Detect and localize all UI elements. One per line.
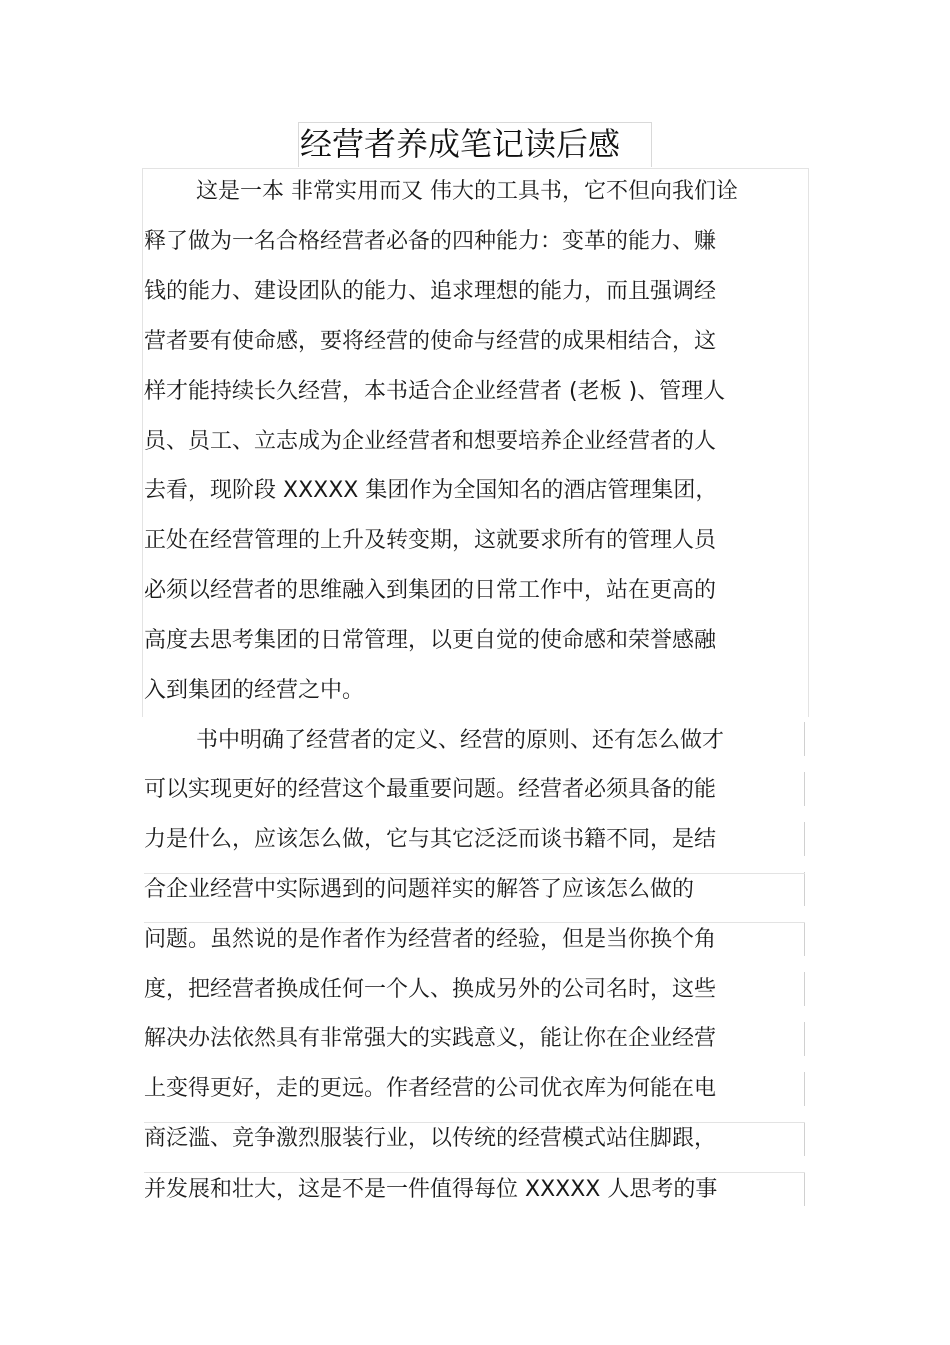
body-line-15: 合企业经营中实际遇到的问题祥实的解答了应该怎么做的 <box>144 877 695 902</box>
body-line-21: 并发展和壮大，这是不是一件值得每位 XXXXX 人思考的事 <box>144 1177 718 1202</box>
body-line-20: 商泛滥、竞争激烈服装行业，以传统的经营模式站住脚跟， <box>144 1126 717 1151</box>
row-divider-1 <box>144 873 805 874</box>
row-divider-2 <box>144 922 805 923</box>
row-divider-4 <box>144 1172 805 1173</box>
margin-rule-6 <box>804 972 805 1006</box>
body-line-8: 正处在经营管理的上升及转变期，这就要求所有的管理人员 <box>144 528 717 553</box>
margin-rule-5 <box>804 922 805 956</box>
body-line-11: 入到集团的经营之中。 <box>144 678 365 703</box>
margin-rule-7 <box>804 1022 805 1056</box>
margin-rule-1 <box>804 722 805 756</box>
margin-rule-10 <box>804 1172 805 1206</box>
document-title: 经营者养成笔记读后感 <box>300 125 621 163</box>
body-line-18: 解决办法依然具有非常强大的实践意义，能让你在企业经营 <box>144 1026 717 1051</box>
body-line-6: 员、员工、立志成为企业经营者和想要培养企业经营者的人 <box>144 429 717 454</box>
body-line-9: 必须以经营者的思维融入到集团的日常工作中，站在更高的 <box>144 578 717 603</box>
body-line-14: 力是什么，应该怎么做，它与其它泛泛而谈书籍不同，是结 <box>144 827 717 852</box>
body-line-13: 可以实现更好的经营这个最重要问题。经营者必须具备的能 <box>144 777 717 802</box>
margin-rule-4 <box>804 872 805 906</box>
margin-rule-8 <box>804 1072 805 1106</box>
body-line-3: 钱的能力、建设团队的能力、追求理想的能力，而且强调经 <box>144 279 717 304</box>
margin-rule-3 <box>804 822 805 856</box>
body-line-16: 问题。虽然说的是作者作为经营者的经验，但是当你换个角 <box>144 927 717 952</box>
body-line-5: 样才能持续长久经营，本书适合企业经营者 (老板 )、管理人 <box>144 379 726 404</box>
body-line-1: 这是一本 非常实用而又 伟大的工具书，它不但向我们诠 <box>196 179 738 204</box>
body-line-7: 去看，现阶段 XXXXX 集团作为全国知名的酒店管理集团， <box>144 478 718 503</box>
body-line-17: 度，把经营者换成任何一个人、换成另外的公司名时，这些 <box>144 977 717 1002</box>
body-line-12: 书中明确了经营者的定义、经营的原则、还有怎么做才 <box>196 728 725 753</box>
body-line-4: 营者要有使命感，要将经营的使命与经营的成果相结合，这 <box>144 329 717 354</box>
margin-rule-2 <box>804 772 805 806</box>
body-line-19: 上变得更好，走的更远。作者经营的公司优衣库为何能在电 <box>144 1076 717 1101</box>
body-line-2: 释了做为一名合格经营者必备的四种能力：变革的能力、赚 <box>144 229 717 254</box>
row-divider-3 <box>144 1122 805 1123</box>
body-line-10: 高度去思考集团的日常管理，以更自觉的使命感和荣誉感融 <box>144 628 717 653</box>
margin-rule-9 <box>804 1122 805 1156</box>
